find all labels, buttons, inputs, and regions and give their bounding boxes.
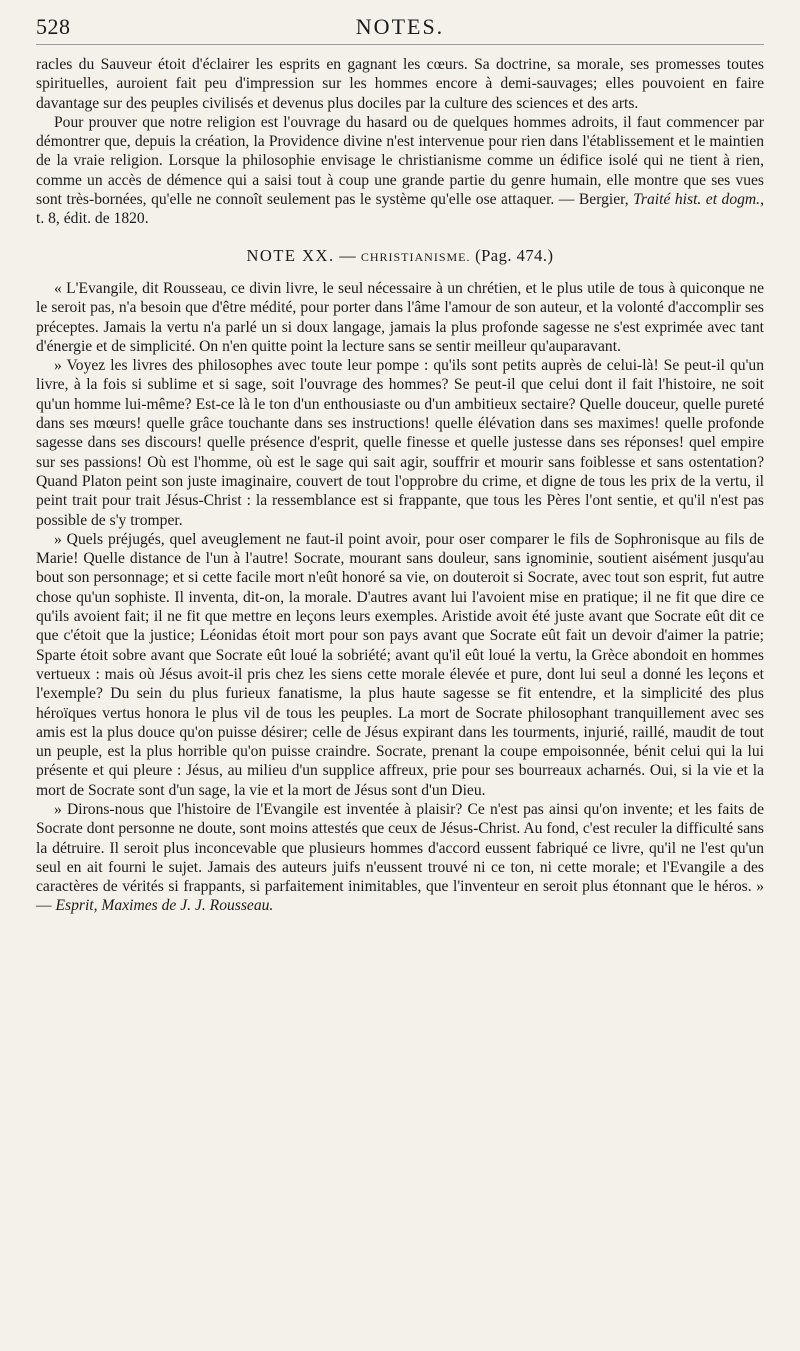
quote-source: Esprit, Maximes de J. J. Rousseau. (55, 897, 274, 915)
paragraph-bergier-text: Pour prouver que notre religion est l'ouvrage du hasard ou de quelques hommes adroits, il faut commencer par démontrer que, depuis la création, la Providence divine n'est intervenue pour rien dans l'établissement et le maintien de la vraie religion. Lorsque la philosophie envisage le christianisme comme un édifice isolé qui ne tient à rien, comme un accès de démence qui a saisi tout à coup une grande partie du genre humain, elle montre que ses vues sont très-bornées, qu'elle ne connoît seulement pas le système qu'elle ose attaquer. — Bergier, (36, 113, 764, 209)
paragraph-continuation: racles du Sauveur étoit d'éclairer les esprits en gagnant les cœurs. Sa doctrine, sa morale, ses promesses toutes spirituelles, auroient fait peu d'impression sur les hommes encore à demi-sauvages; elles pouvoient en faire davantage sur des peuples civilisés et devenus plus dociles par la culture des sciences et des arts. (36, 56, 764, 112)
note-number: NOTE XX. (246, 245, 335, 265)
quote-paragraph-2: » Voyez les livres des philosophes avec toute leur pompe : qu'ils sont petits auprès de celui-là! Se peut-il qu'un livre, à la fois si sublime et si sage, soit l'ouvrage des hommes? Se peut-il que celui dont il fait l'histoire, ne soit qu'un homme lui-même? Est-ce là le ton d'un enthousiaste ou d'un ambitieux sectaire? Quelle douceur, quelle pureté dans ses mœurs! quelle grâce touchante dans ses instructions! quelle élévation dans ses maximes! quelle profonde sagesse dans ses discours! quelle présence d'esprit, quelle finesse et quelle justesse dans ses réponses! quel empire sur ses passions! Où est l'homme, où est le sage qui sait agir, souffrir et mourir sans foiblesse et sans ostentation? Quand Platon peint son juste imaginaire, couvert de tout l'opprobre du crime, et digne de tous les prix de la vertu, il peint trait pour trait Jésus-Christ : la ressemblance est si frappante, que tous les Pères l'ont sentie, et qu'il n'est pas possible de s'y tromper. (36, 357, 764, 529)
page-body (36, 55, 764, 916)
note-page-reference: (Pag. 474.) (470, 245, 554, 265)
note-subject: CHRISTIANISME. (360, 249, 471, 264)
paragraph-bergier (36, 113, 764, 229)
running-head: NOTES. (355, 14, 445, 39)
note-heading (36, 246, 764, 267)
page-number: 528 (36, 14, 71, 39)
quote-paragraph-4 (36, 800, 764, 916)
quote-paragraph-4-text: » Dirons-nous que l'histoire de l'Evangile est inventée à plaisir? Ce n'est pas ainsi qu'on invente; et les faits de Socrate dont personne ne doute, sont moins attestés que ceux de Jésus-Christ. Au fond, c'est reculer la difficulté sans la détruire. Il seroit plus inconcevable que plusieurs hommes d'accord eussent fabriqué ce livre, qu'il ne l'est qu'un seul en ait fourni le sujet. Jamais des auteurs juifs n'eussent trouvé ni ce ton, ni cette morale; et l'Evangile a des caractères de vérités si frappants, si parfaitement inimitables, que l'inventeur en seroit plus étonnant que le héros. » — (36, 800, 764, 915)
page-header (36, 14, 764, 45)
quote-paragraph-1: « L'Evangile, dit Rousseau, ce divin livre, le seul nécessaire à un chrétien, et le plus utile de tous à quiconque ne le seroit pas, n'a besoin que d'être médité, pour porter dans l'âme l'amour de son auteur, et la volonté d'accomplir ses préceptes. Jamais la vertu n'a parlé un si doux langage, jamais la plus profonde sagesse ne s'est exprimée avec tant d'énergie et de simplicité. On n'en quitte point la lecture sans se sentir meilleur qu'auparavant. (36, 279, 764, 355)
source-edition: , t. 8, édit. de 1820. (36, 191, 764, 228)
quote-paragraph-3: » Quels préjugés, quel aveuglement ne faut-il point avoir, pour oser comparer le fils de Sophronisque au fils de Marie! Quelle distance de l'un à l'autre! Socrate, mourant sans douleur, sans ignominie, soutient aisément jusqu'au bout son personnage; et si cette facile mort n'eût honoré sa vie, on douteroit si Socrate, avec tout son esprit, fut autre chose qu'un sophiste. Il inventa, dit-on, la morale. D'autres avant lui l'avoient mise en pratique; il ne fit que dire ce qu'ils avoient fait; il ne fit que mettre en leçons leurs exemples. Aristide avoit été juste avant que Socrate eût dit ce que c'étoit que la justice; Léonidas étoit mort pour son pays avant que Socrate eût fait un devoir d'aimer la patrie; Sparte étoit sobre avant que Socrate eût loué la sobriété; avant qu'il eût loué la vertu, la Grèce abondoit en hommes vertueux : mais où Jésus avoit-il pris chez les siens cette morale élevée et pure, dont lui seul a donné les leçons et l'exemple? Du sein du plus furieux fanatisme, la plus haute sagesse se fit entendre, et la simplicité des plus héroïques vertus honora le plus vil de tous les peuples. La mort de Socrate philosophant tranquillement avec ses amis est la plus douce qu'on puisse désirer; celle de Jésus expirant dans les tourments, injurié, raillé, maudit de tout un peuple, est la plus horrible qu'on puisse craindre. Socrate, prenant la coupe empoisonnée, bénit celui qui la lui présente et qui pleure : Jésus, au milieu d'un supplice affreux, prie pour ses bourreaux acharnés. Oui, si la vie et la mort de Socrate sont d'un sage, la vie et la mort de Jésus sont d'un Dieu. (36, 530, 764, 799)
book-page (36, 14, 764, 916)
source-title: Traité hist. et dogm. (633, 191, 761, 209)
note-dash: — (334, 245, 361, 265)
